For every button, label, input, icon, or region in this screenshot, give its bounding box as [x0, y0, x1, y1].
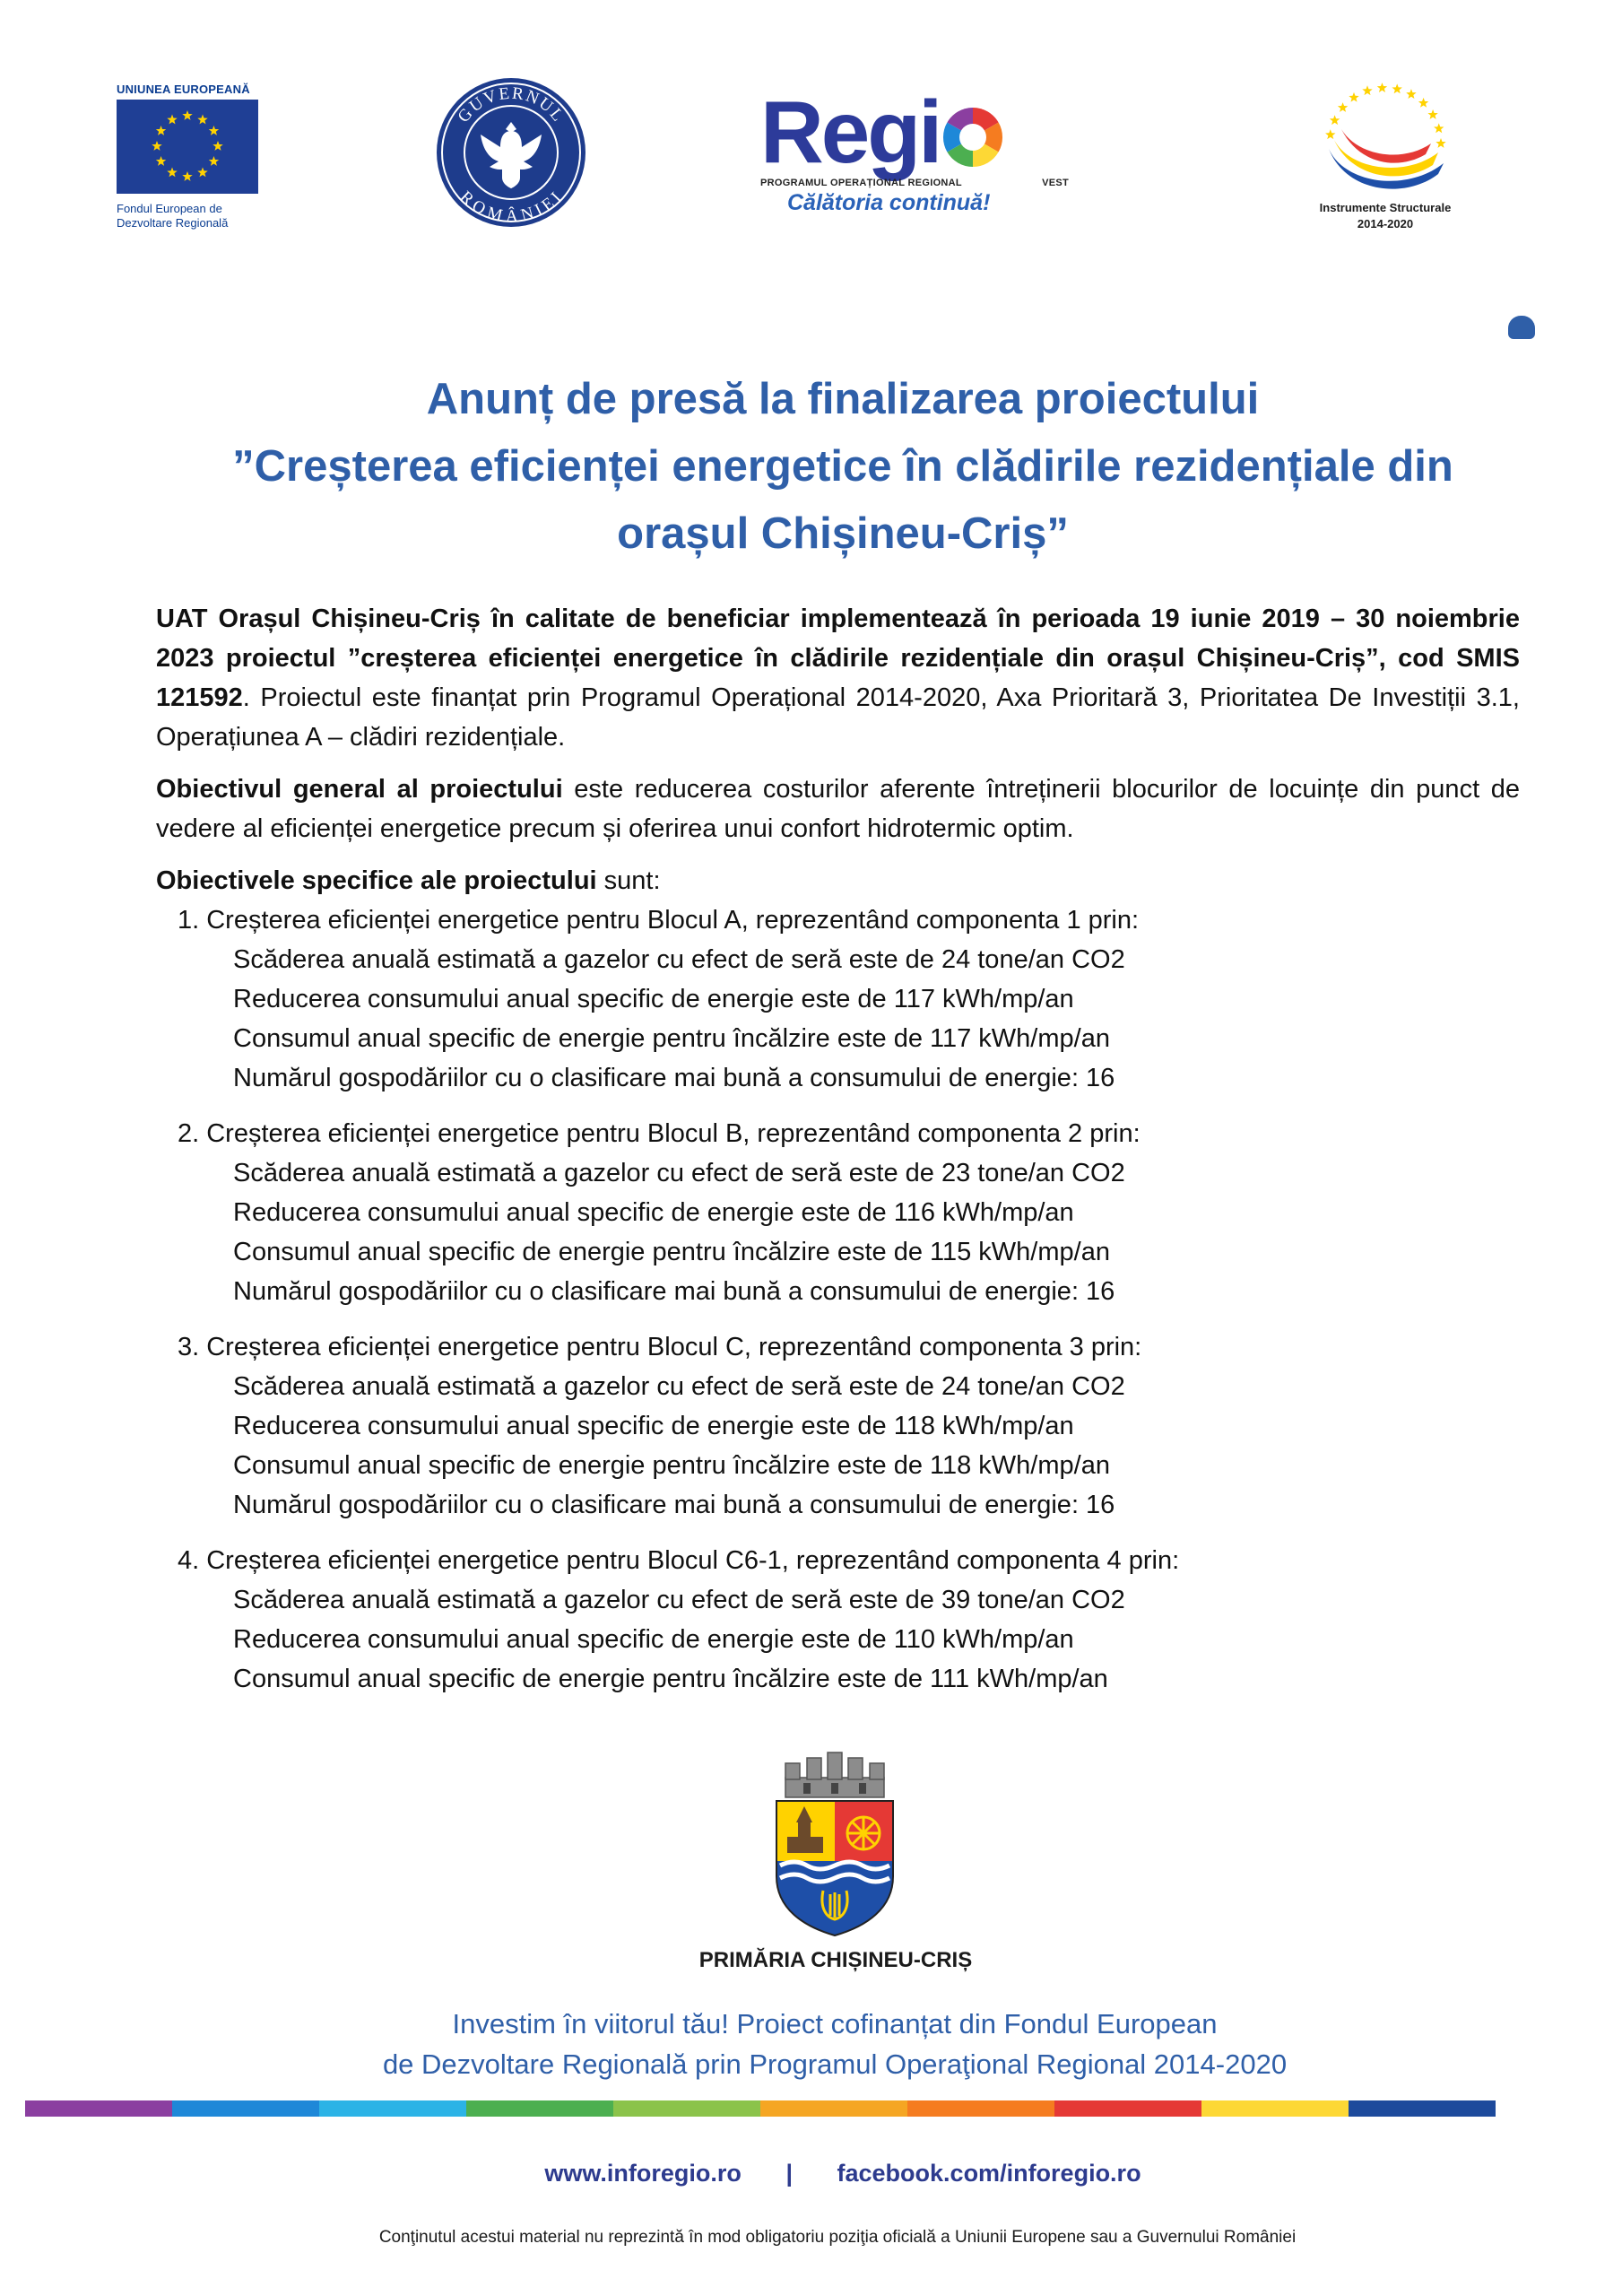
eu-subtitle-line-2: Dezvoltare Regională: [117, 216, 229, 230]
star-icon: [1362, 85, 1372, 95]
rainbow-segment: [907, 2100, 1054, 2117]
regio-color-wheel-icon: [941, 106, 1004, 169]
rainbow-segment: [319, 2100, 466, 2117]
regio-wordmark: Regi: [760, 83, 941, 181]
title-line-3: orașul Chișineu-Criș”: [617, 509, 1069, 558]
general-objective-bold: Obiectivul general al proiectului: [156, 775, 563, 804]
objective-detail: Numărul gospodăriilor cu o clasificare mai bună a consumului de energie: 16: [233, 1491, 1115, 1519]
rainbow-segment: [1349, 2100, 1496, 2117]
objective-detail: Consumul anual specific de energie pentru încălzire este de 111 kWh/mp/an: [233, 1665, 1108, 1693]
gov-seal-text-bottom: ROMÂNIEI: [455, 187, 567, 226]
regio-logo: [760, 83, 1099, 231]
objective-item: 1. Creșterea eficienței energetice pentru Blocul A, reprezentând componenta 1 prin:: [178, 906, 1140, 935]
specific-objectives-bold: Obiectivele specifice ale proiectului: [156, 866, 597, 895]
rainbow-segment: [25, 2100, 172, 2117]
structural-instruments-emblem-icon: [1291, 77, 1479, 203]
inforegio-website-link[interactable]: www.inforegio.ro: [544, 2160, 742, 2187]
star-icon: [1377, 83, 1387, 92]
intro-rest: . Proiectul este finanțat prin Programul Operațional 2014-2020, Axa Prioritară 3, Prioritatea De Investiții 3.1, Operațiunea A – clădiri rezidențiale.: [156, 683, 1520, 752]
objective-item: 4. Creșterea eficienței energetice pentru Blocul C6-1, reprezentând componenta 4 prin:: [178, 1546, 1180, 1575]
star-icon: [1349, 92, 1358, 102]
objective-detail: Consumul anual specific de energie pentru încălzire este de 117 kWh/mp/an: [233, 1024, 1110, 1053]
corner-mark: [1508, 316, 1535, 339]
star-icon: [1330, 115, 1340, 125]
general-objective-paragraph: [156, 770, 1520, 848]
objective-detail: Reducerea consumului anual specific de energie este de 110 kWh/mp/an: [233, 1625, 1074, 1654]
star-icon: [1427, 109, 1437, 119]
eu-subtitle: [117, 202, 265, 230]
specific-objectives-rest: sunt:: [596, 866, 661, 895]
rainbow-segment: [466, 2100, 613, 2117]
star-icon: [1406, 89, 1416, 99]
objective-item: 2. Creșterea eficienței energetice pentru Blocul B, reprezentând componenta 2 prin:: [178, 1119, 1141, 1148]
is-caption-line-1: Instrumente Structurale: [1319, 201, 1452, 214]
intro-bold: UAT Orașul Chișineu-Criș în calitate de beneficiar implementează în perioada 19 iunie 2019 – 30 noiembrie 2023 proiectul ”creșterea eficienței energetice în clădirile rezidențiale din orașul Chișineu-Criș”, cod SMIS 121592: [156, 604, 1520, 712]
star-icon: [1434, 123, 1444, 133]
cofinancing-statement: [273, 2004, 1397, 2084]
eu-flag-icon: [117, 100, 258, 194]
objective-detail: Consumul anual specific de energie pentru încălzire este de 115 kWh/mp/an: [233, 1238, 1110, 1266]
star-icon: [1325, 129, 1335, 139]
rainbow-segment: [1201, 2100, 1349, 2117]
objective-group-2: [156, 1114, 1520, 1311]
inforegio-facebook-link[interactable]: facebook.com/inforegio.ro: [837, 2160, 1141, 2187]
page-title: [90, 366, 1596, 568]
regio-program-text: PROGRAMUL OPERAȚIONAL REGIONAL: [760, 178, 962, 188]
city-hall-label: PRIMĂRIA CHIȘINEU-CRIȘ: [698, 1948, 973, 1972]
rainbow-segment: [1054, 2100, 1201, 2117]
rainbow-segment: [760, 2100, 907, 2117]
objective-group-3: [156, 1327, 1520, 1525]
objective-group-1: [156, 900, 1520, 1098]
government-seal-icon: [434, 75, 588, 230]
general-objective-rest: este reducerea costurilor aferente întreținerii blocurilor de locuințe din punct de vedere al eficienței energetice precum și oferirea unui confort hidrotermic optim.: [156, 775, 1520, 843]
is-caption-line-2: 2014-2020: [1357, 217, 1414, 230]
disclaimer-text: Conţinutul acestui material nu reprezintă în mod obligatoriu poziţia oficială a Uniunii Europene sau a Guvernului României: [378, 2228, 1297, 2247]
rainbow-divider: [25, 2100, 1496, 2117]
rainbow-segment: [172, 2100, 319, 2117]
eu-logo: [117, 83, 265, 230]
city-coat-of-arms-icon: [768, 1751, 902, 1939]
objective-detail: Numărul gospodăriilor cu o clasificare mai bună a consumului de energie: 16: [233, 1064, 1115, 1092]
regio-program-label: [760, 178, 1099, 188]
rainbow-segment: [613, 2100, 760, 2117]
star-icon: [1392, 83, 1401, 93]
title-line-2: ”Creșterea eficienței energetice în clădirile rezidențiale din: [232, 442, 1453, 491]
structural-instruments-logo: [1291, 77, 1479, 248]
regio-tagline: Călătoria continuă!: [787, 190, 991, 215]
objective-group-4: [156, 1541, 1520, 1699]
intro-paragraph: [156, 599, 1520, 757]
objective-detail: Numărul gospodăriilor cu o clasificare mai bună a consumului de energie: 16: [233, 1277, 1115, 1306]
eu-subtitle-line-1: Fondul European de: [117, 202, 222, 215]
objective-detail: Scăderea anuală estimată a gazelor cu efect de seră este de 24 tone/an CO2: [233, 1372, 1125, 1401]
objective-detail: Consumul anual specific de energie pentru încălzire este de 118 kWh/mp/an: [233, 1451, 1110, 1480]
cofinancing-line-2: de Dezvoltare Regională prin Programul Operaţional Regional 2014-2020: [382, 2048, 1288, 2080]
footer-links: [502, 2160, 1184, 2187]
objective-detail: Scăderea anuală estimată a gazelor cu efect de seră este de 23 tone/an CO2: [233, 1159, 1125, 1187]
eu-caption: UNIUNEA EUROPEANĂ: [117, 83, 250, 96]
press-release-body: [156, 599, 1520, 1715]
objective-item: 3. Creșterea eficienței energetice pentru Blocul C, reprezentând componenta 3 prin:: [178, 1333, 1142, 1361]
specific-objectives-heading: [156, 861, 1520, 900]
objective-detail: Reducerea consumului anual specific de energie este de 117 kWh/mp/an: [233, 985, 1074, 1013]
objective-detail: Reducerea consumului anual specific de energie este de 116 kWh/mp/an: [233, 1198, 1074, 1227]
objective-detail: Scăderea anuală estimată a gazelor cu efect de seră este de 24 tone/an CO2: [233, 945, 1125, 974]
cofinancing-line-1: Investim în viitorul tău! Proiect cofinanțat din Fondul European: [452, 2008, 1218, 2039]
objective-detail: Scăderea anuală estimată a gazelor cu efect de seră este de 39 tone/an CO2: [233, 1586, 1125, 1614]
star-icon: [1436, 138, 1445, 148]
links-separator: |: [785, 2160, 793, 2187]
regio-program-region: VEST: [1042, 178, 1070, 188]
title-line-1: Anunț de presă la finalizarea proiectului: [426, 375, 1260, 423]
star-icon: [1338, 102, 1348, 112]
objective-detail: Reducerea consumului anual specific de energie este de 118 kWh/mp/an: [233, 1412, 1074, 1440]
gov-seal-text-top: GUVERNUL: [454, 83, 568, 126]
star-icon: [1418, 98, 1428, 108]
